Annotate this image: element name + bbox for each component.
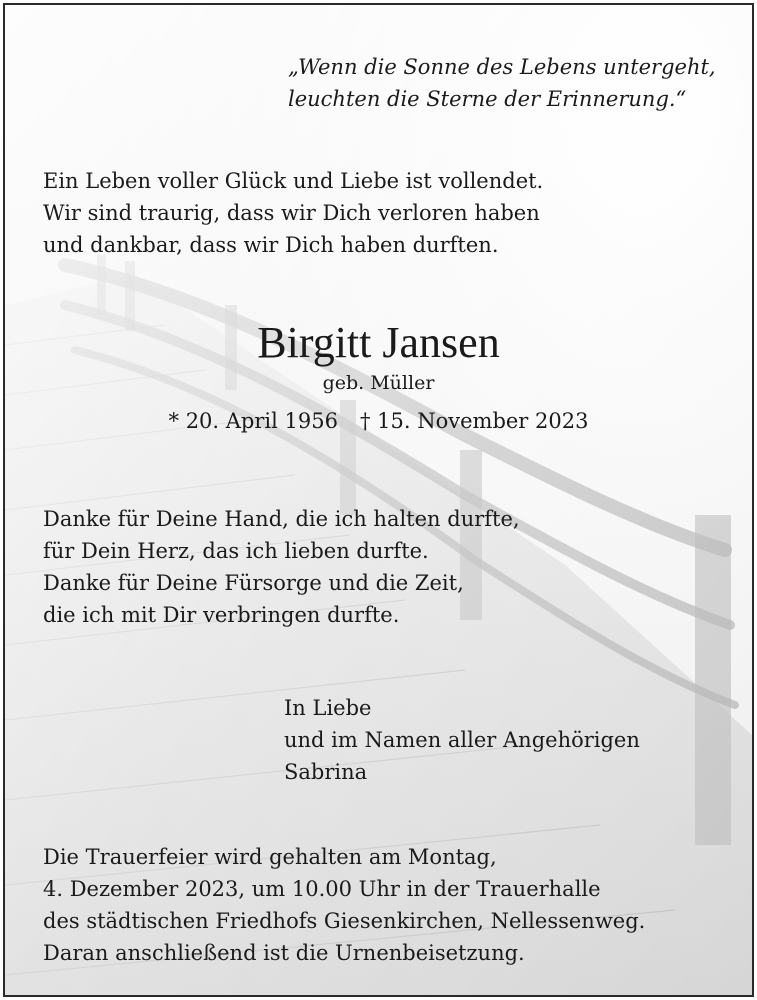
service-line: 4. Dezember 2023, um 10.00 Uhr in der Trauerhalle [43,877,601,901]
obituary-card [3,3,754,997]
thanks-line: Danke für Deine Hand, die ich halten durfte, [43,507,520,531]
thanks-line: für Dein Herz, das ich lieben durfte. [43,539,429,563]
intro-line: Ein Leben voller Glück und Liebe ist vollendet. [43,169,544,193]
service-line: Daran anschließend ist die Urnenbeisetzung. [43,941,525,965]
signature-line: In Liebe [284,696,372,720]
quote-line: „Wenn die Sonne des Lebens untergeht, [288,55,716,79]
intro-line: Wir sind traurig, dass wir Dich verloren haben [43,201,540,225]
funeral-service-info [43,841,645,969]
intro-text [43,165,543,261]
service-line: des städtischen Friedhofs Giesenkirchen, Nellessenweg. [43,909,646,933]
signature-block [284,692,640,788]
deceased-name: Birgitt Jansen [257,318,500,367]
quote-line: leuchten die Sterne der Erinnerung.“ [288,87,687,111]
thanks-line: Danke für Deine Fürsorge und die Zeit, [43,571,464,595]
intro-line: und dankbar, dass wir Dich haben durften. [43,233,499,257]
thanks-line: die ich mit Dir verbringen durfte. [43,603,400,627]
service-line: Die Trauerfeier wird gehalten am Montag, [43,845,497,869]
life-dates [5,406,752,436]
birth-date: * 20. April 1956 [168,409,338,433]
thanks-text [43,503,520,631]
signature-line: Sabrina [284,760,368,784]
signature-line: und im Namen aller Angehörigen [284,728,640,752]
death-date: † 15. November 2023 [359,409,589,433]
maiden-name: geb. Müller [322,372,435,394]
memorial-quote [288,51,716,115]
